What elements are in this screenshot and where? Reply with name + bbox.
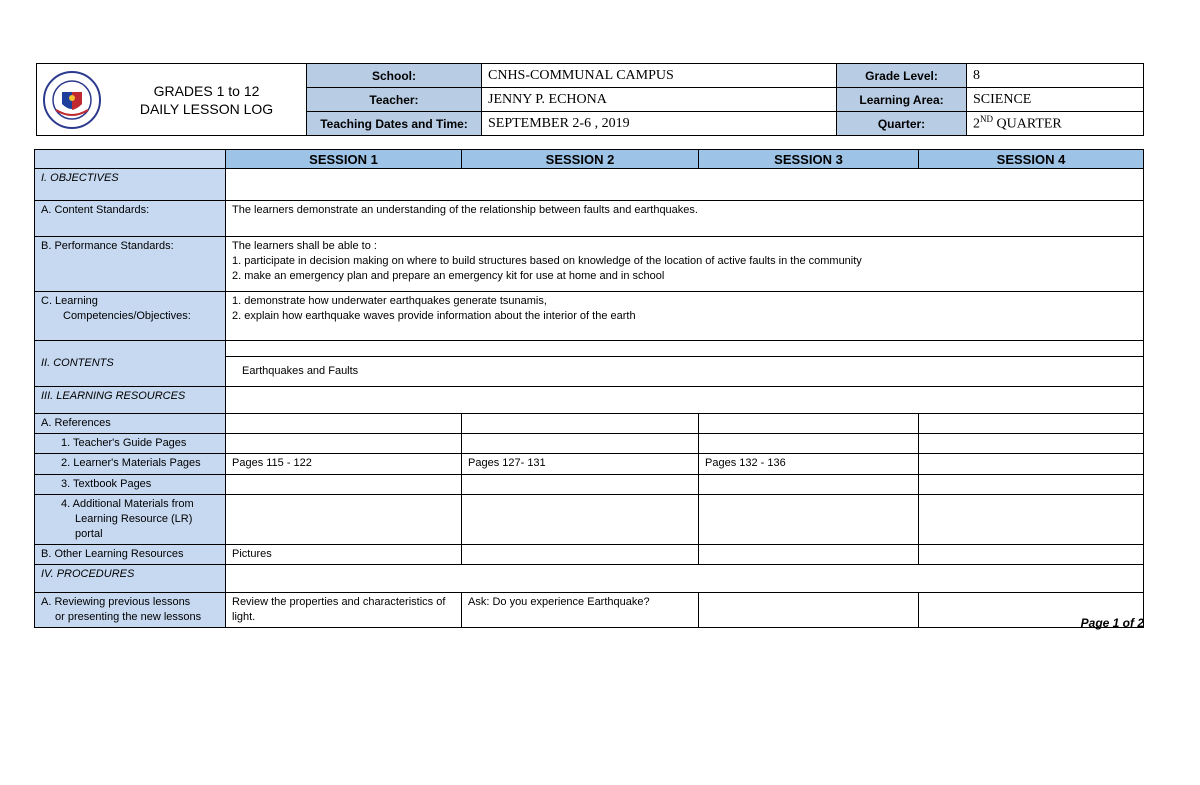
procedures-heading: IV. PROCEDURES bbox=[35, 565, 226, 593]
competencies-label-line: Competencies/Objectives: bbox=[63, 310, 191, 322]
content-standards-label: A. Content Standards: bbox=[35, 201, 226, 237]
references-s2 bbox=[462, 414, 699, 434]
grade-level-value: 8 bbox=[967, 64, 1144, 88]
review-s2: Ask: Do you experience Earthquake? bbox=[462, 593, 699, 628]
title-line-2: DAILY LESSON LOG bbox=[139, 100, 274, 117]
performance-line: 1. participate in decision making on where to build structures based on knowledge of the location of active faults in the community bbox=[232, 255, 862, 267]
page-number: Page 1 of 2 bbox=[1080, 616, 1144, 630]
other-resources-label: B. Other Learning Resources bbox=[35, 545, 226, 565]
performance-line: 2. make an emergency plan and prepare an emergency kit for use at home and in school bbox=[232, 270, 665, 282]
references-s3 bbox=[699, 414, 919, 434]
tg-s1 bbox=[226, 434, 462, 454]
procedures-blank bbox=[226, 565, 1144, 593]
grade-level-label: Grade Level: bbox=[837, 64, 967, 88]
references-s1 bbox=[226, 414, 462, 434]
contents-heading: II. CONTENTS bbox=[35, 341, 226, 387]
am-s4 bbox=[919, 495, 1144, 545]
performance-line: The learners shall be able to : bbox=[232, 240, 377, 252]
other-s1: Pictures bbox=[226, 545, 462, 565]
school-label: School: bbox=[307, 64, 482, 88]
textbook-pages-label: 3. Textbook Pages bbox=[35, 475, 226, 495]
quarter-suffix: ND bbox=[980, 114, 993, 125]
tb-s2 bbox=[462, 475, 699, 495]
lm-s2: Pages 127- 131 bbox=[462, 454, 699, 475]
lesson-log-table bbox=[34, 149, 1144, 628]
teacher-label: Teacher: bbox=[307, 88, 482, 112]
school-value: CNHS-COMMUNAL CAMPUS bbox=[482, 64, 837, 88]
tg-s3 bbox=[699, 434, 919, 454]
quarter-number: 2 bbox=[973, 116, 980, 132]
additional-materials-line: portal bbox=[75, 528, 103, 540]
am-s2 bbox=[462, 495, 699, 545]
additional-materials-line: 4. Additional Materials from bbox=[61, 498, 194, 510]
additional-materials-label bbox=[35, 495, 226, 545]
contents-spacer bbox=[226, 341, 1144, 357]
quarter-value bbox=[967, 112, 1144, 136]
lm-s3: Pages 132 - 136 bbox=[699, 454, 919, 475]
learners-materials-label: 2. Learner's Materials Pages bbox=[35, 454, 226, 475]
learning-area-label: Learning Area: bbox=[837, 88, 967, 112]
header-table bbox=[36, 63, 1144, 136]
quarter-word: QUARTER bbox=[993, 116, 1062, 132]
contents-text: Earthquakes and Faults bbox=[226, 357, 1144, 387]
other-s3 bbox=[699, 545, 919, 565]
tg-s2 bbox=[462, 434, 699, 454]
content-standards-text: The learners demonstrate an understanding of the relationship between faults and earthquakes. bbox=[226, 201, 1144, 237]
am-s1 bbox=[226, 495, 462, 545]
review-label bbox=[35, 593, 226, 628]
session-3-header: SESSION 3 bbox=[699, 150, 919, 169]
learning-resources-blank bbox=[226, 387, 1144, 414]
deped-seal-logo bbox=[37, 67, 107, 133]
title-block bbox=[37, 64, 307, 136]
am-s3 bbox=[699, 495, 919, 545]
tb-s1 bbox=[226, 475, 462, 495]
review-label-line: or presenting the new lessons bbox=[55, 611, 202, 623]
teaching-dates-label: Teaching Dates and Time: bbox=[307, 112, 482, 136]
additional-materials-line: Learning Resource (LR) bbox=[75, 513, 193, 525]
teachers-guide-label: 1. Teacher's Guide Pages bbox=[35, 434, 226, 454]
competency-line: 1. demonstrate how underwater earthquakes generate tsunamis, bbox=[232, 295, 547, 307]
lm-s1: Pages 115 - 122 bbox=[226, 454, 462, 475]
performance-standards-label: B. Performance Standards: bbox=[35, 237, 226, 292]
objectives-blank bbox=[226, 169, 1144, 201]
session-2-header: SESSION 2 bbox=[462, 150, 699, 169]
competency-line: 2. explain how earthquake waves provide information about the interior of the earth bbox=[232, 310, 636, 322]
competencies-text bbox=[226, 292, 1144, 341]
review-label-line: A. Reviewing previous lessons bbox=[41, 596, 191, 608]
review-s3 bbox=[699, 593, 919, 628]
corner-cell bbox=[35, 150, 226, 169]
teacher-value: JENNY P. ECHONA bbox=[482, 88, 837, 112]
references-label: A. References bbox=[35, 414, 226, 434]
competencies-label-line: C. Learning bbox=[41, 295, 98, 307]
competencies-label bbox=[35, 292, 226, 341]
review-s1: Review the properties and characteristics of light. bbox=[226, 593, 462, 628]
objectives-heading: I. OBJECTIVES bbox=[35, 169, 226, 201]
quarter-label: Quarter: bbox=[837, 112, 967, 136]
performance-standards-text bbox=[226, 237, 1144, 292]
references-s4 bbox=[919, 414, 1144, 434]
tg-s4 bbox=[919, 434, 1144, 454]
learning-resources-heading: III. LEARNING RESOURCES bbox=[35, 387, 226, 414]
lm-s4 bbox=[919, 454, 1144, 475]
tb-s4 bbox=[919, 475, 1144, 495]
learning-area-value: SCIENCE bbox=[967, 88, 1144, 112]
tb-s3 bbox=[699, 475, 919, 495]
session-4-header: SESSION 4 bbox=[919, 150, 1144, 169]
other-s4 bbox=[919, 545, 1144, 565]
session-1-header: SESSION 1 bbox=[226, 150, 462, 169]
title-line-1: GRADES 1 to 12 bbox=[153, 82, 260, 99]
other-s2 bbox=[462, 545, 699, 565]
teaching-dates-value: SEPTEMBER 2-6 , 2019 bbox=[482, 112, 837, 136]
